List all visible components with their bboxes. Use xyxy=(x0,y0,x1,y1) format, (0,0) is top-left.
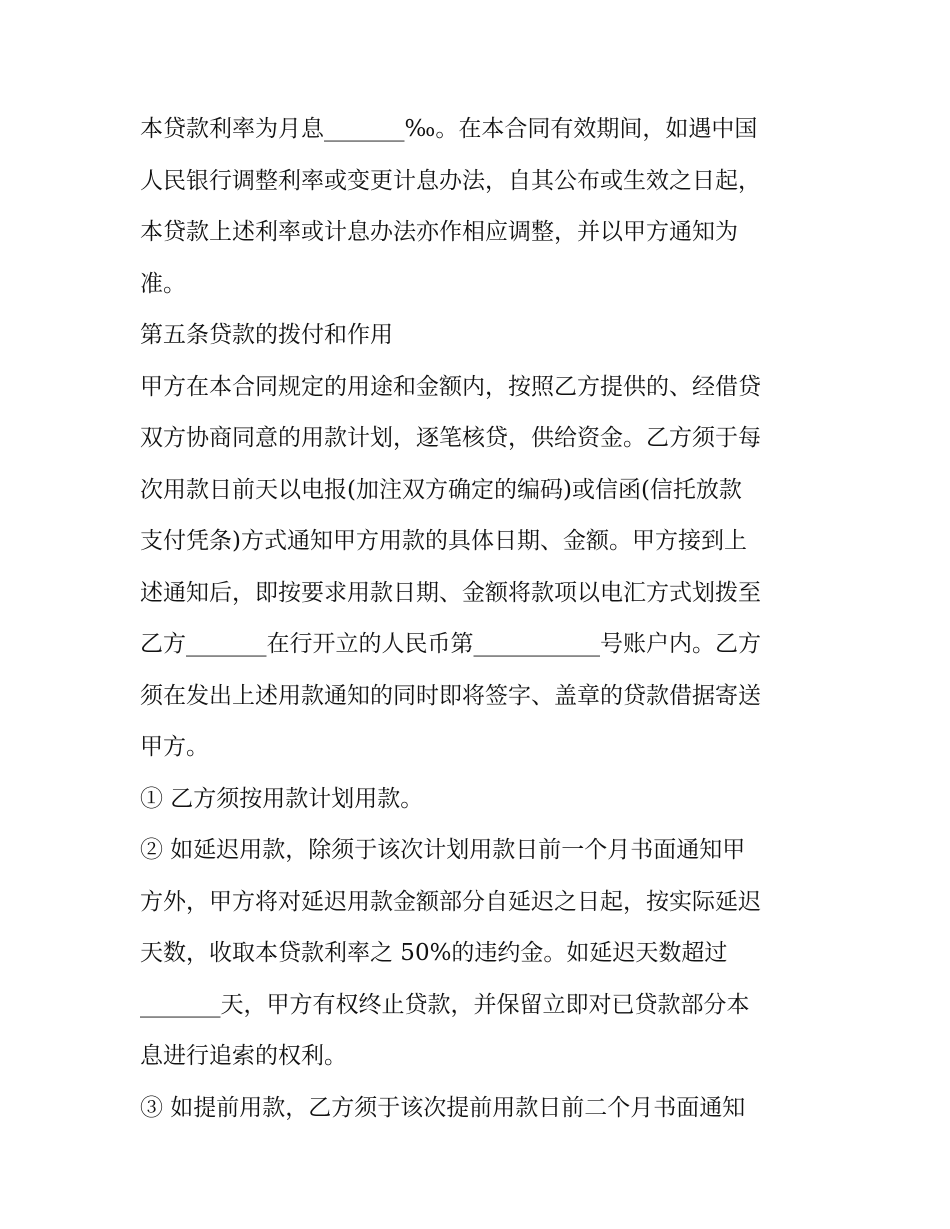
text-line: 本贷款上述利率或计息办法亦作相应调整，并以甲方通知为 xyxy=(140,219,738,245)
section-heading: 第五条贷款的拨付和作用 xyxy=(140,322,393,348)
list-item: ③ 如提前用款，乙方须于该次提前用款日前二个月书面通知 xyxy=(140,1094,746,1121)
text-line: 述通知后，即按要求用款日期、金额将款项以电汇方式划拨至 xyxy=(140,579,761,606)
text-line: 人民银行调整利率或变更计息办法，自其公布或生效之日起， xyxy=(140,167,761,194)
list-item: ① 乙方须按用款计划用款。 xyxy=(140,785,424,812)
text-line: 乙方_______在行开立的人民币第___________号账户内。乙方 xyxy=(140,631,761,657)
text-line: 支付凭条)方式通知甲方用款的具体日期、金额。甲方接到上 xyxy=(140,528,747,554)
text-line: 甲方在本合同规定的用途和金额内，按照乙方提供的、经借贷 xyxy=(140,373,761,400)
text-line: 须在发出上述用款通知的同时即将签字、盖章的贷款借据寄送 xyxy=(140,682,761,709)
list-item: ② 如延迟用款，除须于该次计划用款日前一个月书面通知甲 xyxy=(140,837,746,863)
text-line: 方外，甲方将对延迟用款金额部分自延迟之日起，按实际延迟 xyxy=(140,888,761,915)
text-line: 准。 xyxy=(140,270,186,297)
text-line: 双方协商同意的用款计划，逐笔核贷，供给资金。乙方须于每 xyxy=(140,425,761,451)
text-line: 次用款日前天以电报(加注双方确定的编码)或信函(信托放款 xyxy=(140,476,742,503)
text-line: _______天，甲方有权终止贷款，并保留立即对已贷款部分本 xyxy=(140,991,750,1018)
text-line: 本贷款利率为月息_______‰。在本合同有效期间，如遇中国 xyxy=(140,116,758,142)
text-line: 息进行追索的权利。 xyxy=(140,1043,347,1069)
text-line: 天数，收取本贷款利率之 50%的违约金。如延迟天数超过 xyxy=(140,940,728,966)
text-line: 甲方。 xyxy=(140,734,209,760)
document-body xyxy=(140,104,820,1134)
